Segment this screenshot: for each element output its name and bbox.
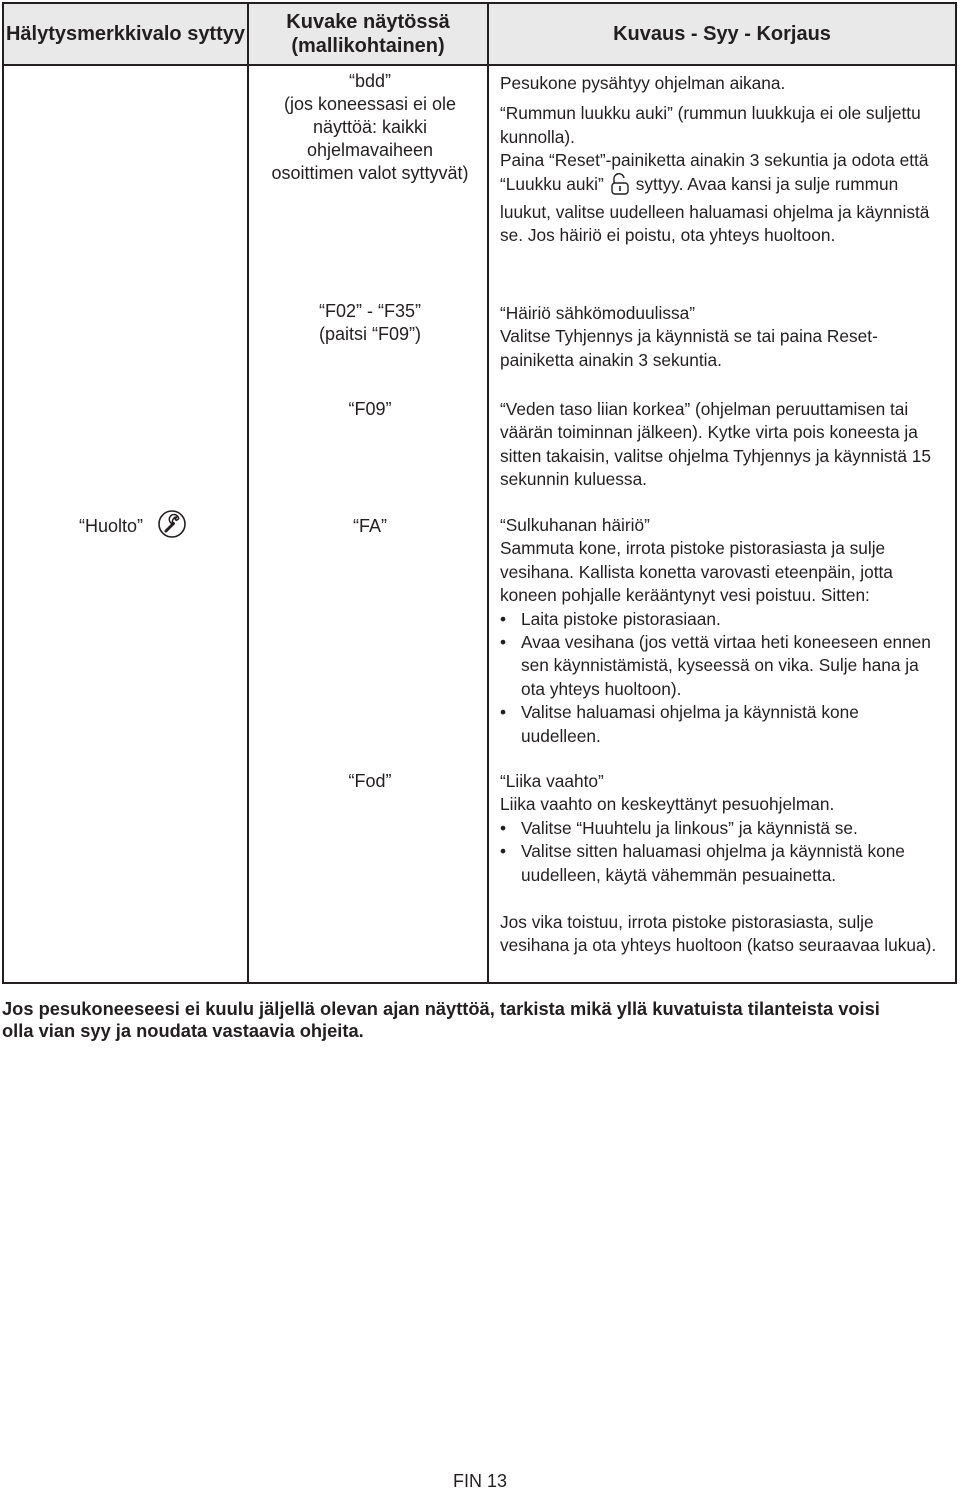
list-item: • Valitse “Huuhtelu ja linkous” ja käynnistä se. xyxy=(500,817,858,838)
description-f09 xyxy=(500,398,940,492)
list-item: • Avaa vesihana (jos vettä virtaa heti koneeseen ennen sen käynnistämistä, kyseessä on vika. Sulje hana ja ota yhteys huoltoon). xyxy=(500,632,931,699)
code-cell-f02-f35 xyxy=(252,300,488,346)
description-title: “Sulkuhanan häiriö” xyxy=(500,515,650,535)
code-bdd: “bdd” xyxy=(348,71,392,91)
code-cell-bdd xyxy=(252,70,488,185)
description-action: Paina “Reset”-painiketta ainakin 3 sekuntia ja odota että “Luukku auki” syttyy. Avaa kansi ja sulje rummun luukut, valitse uudelleen haluamasi ohjelma ja käynnistä se. Jos häiriö ei poistu, ota yhteys huoltoon. xyxy=(500,150,930,246)
description-fa xyxy=(500,514,940,748)
padlock-open-icon xyxy=(610,173,630,201)
description-detail: Valitse Tyhjennys ja käynnistä se tai paina Reset-painiketta ainakin 3 sekuntia. xyxy=(500,326,878,370)
description-detail: “Rummun luukku auki” (rummun luukkuja ei ole suljettu kunnolla). xyxy=(500,103,921,147)
code-fa: “FA” xyxy=(353,516,387,536)
code-fod: “Fod” xyxy=(348,771,392,791)
description-closing: Jos vika toistuu, irrota pistoke pistorasiasta, sulje vesihana ja ota yhteys huoltoon (katso seuraavaa lukua). xyxy=(500,912,937,956)
code-bdd-note: (jos koneessasi ei ole näyttöä: kaikki ohjelmavaiheen osoittimen valot syttyvät) xyxy=(271,94,469,183)
column-divider xyxy=(247,4,249,982)
description-bdd xyxy=(500,72,940,248)
header-description: Kuvaus - Syy - Korjaus xyxy=(613,23,831,45)
header-alarm-light: Hälytysmerkkivalo syttyy xyxy=(5,23,246,45)
description-f02-f35 xyxy=(500,302,940,372)
troubleshooting-table xyxy=(2,2,955,982)
code-f09: “F09” xyxy=(348,399,392,419)
header-display-icon: Kuvake näytössä (mallikohtainen) xyxy=(286,11,450,57)
description-title: “Veden taso liian korkea” (ohjelman peruuttamisen tai väärän toiminnan jälkeen). Kytke virta pois koneesta ja sitten takaisin, valitse ohjelma Tyhjennys ja käynnistä 15 sekunnin kuluessa. xyxy=(500,399,931,490)
page-number: FIN 13 xyxy=(452,1471,508,1491)
code-f02-f35-note: (paitsi “F09”) xyxy=(318,324,421,344)
alarm-service xyxy=(22,508,244,544)
description-fod xyxy=(500,770,940,958)
description-detail: Liika vaahto on keskeyttänyt pesuohjelman. xyxy=(500,794,835,815)
description-title: Pesukone pysähtyy ohjelman aikana. xyxy=(500,73,786,93)
alarm-label: “Huolto” xyxy=(78,515,144,536)
description-title: “Liika vaahto” xyxy=(500,771,604,791)
list-item: • Laita pistoke pistorasiaan. xyxy=(500,608,721,629)
description-title: “Häiriö sähkömoduulissa” xyxy=(500,303,695,323)
code-f02-f35: “F02” - “F35” xyxy=(318,301,421,321)
wrench-icon xyxy=(157,509,187,544)
list-item: • Valitse sitten haluamasi ohjelma ja käynnistä kone uudelleen, käytä vähemmän pesuainetta. xyxy=(500,841,905,885)
list-item: • Valitse haluamasi ohjelma ja käynnistä kone uudelleen. xyxy=(500,702,859,746)
footnote: Jos pesukoneeseesi ei kuulu jäljellä olevan ajan näyttöä, tarkista mikä yllä kuvatuista tilanteista voisi olla vian syy ja noudata vastaavia ohjeita. xyxy=(2,998,880,1041)
description-detail: Sammuta kone, irrota pistoke pistorasiasta ja sulje vesihana. Kallista konetta varovasti eteenpäin, jotta koneen pohjalle kerääntynyt vesi poistuu. Sitten: xyxy=(500,538,893,606)
